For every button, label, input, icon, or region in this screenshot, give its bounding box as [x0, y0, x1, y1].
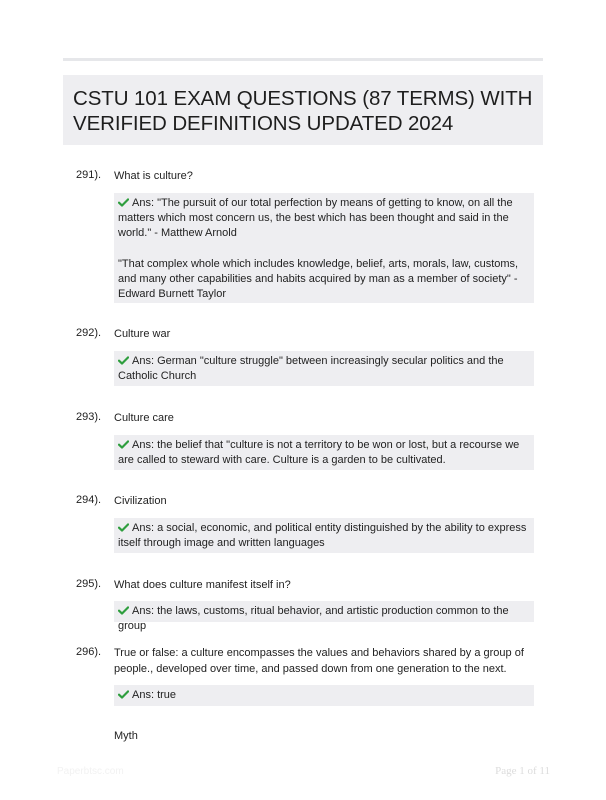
- answer-paragraph: [118, 604, 530, 634]
- question-text: Civilization: [114, 495, 167, 507]
- answer-text: Ans: true: [132, 689, 177, 701]
- answer-paragraph: [118, 196, 530, 242]
- check-icon: [118, 356, 129, 365]
- answer-box: [114, 685, 534, 706]
- footer-watermark: Paperbtsc.com: [57, 766, 124, 777]
- answer-paragraph: [118, 688, 530, 703]
- next-term-text: Myth: [114, 730, 138, 742]
- answer-paragraph: [118, 521, 530, 551]
- question-number: 293).: [76, 411, 102, 423]
- page-title: CSTU 101 EXAM QUESTIONS (87 TERMS) WITH VERIFIED DEFINITIONS UPDATED 2024: [73, 87, 533, 135]
- answer-text: Ans: a social, economic, and political entity distinguished by the ability to express itself through image and written languages: [118, 522, 527, 550]
- question-number: 294).: [76, 494, 102, 506]
- top-divider: [63, 58, 543, 61]
- answer-paragraph: [118, 257, 530, 303]
- page-indicator: Page 1 of 11: [495, 765, 550, 777]
- question-number: 292).: [76, 327, 102, 339]
- question-number: 296).: [76, 646, 102, 658]
- title-banner: [63, 75, 543, 145]
- question-text: Culture care: [114, 412, 174, 424]
- answer-text: "That complex whole which includes knowledge, belief, arts, morals, law, customs, and many other capabilities and habits acquired by man as a member of society" - Edward Burnett Taylor: [118, 257, 519, 301]
- question-number: 295).: [76, 578, 102, 590]
- check-icon: [118, 606, 129, 615]
- answer-text: Ans: "The pursuit of our total perfection by means of getting to know, on all the matters which most concern us, the best which has been thought and said in the world." - Matthew Arnold: [118, 197, 513, 240]
- question-text: Culture war: [114, 328, 171, 340]
- question-text: What does culture manifest itself in?: [114, 579, 291, 591]
- answer-paragraph: [118, 438, 530, 468]
- question-text: True or false: a culture encompasses the values and behaviors shared by a group of people., developed over time, and passed down from one generation to the next.: [114, 647, 524, 675]
- answer-paragraph: [118, 354, 530, 384]
- check-icon: [118, 523, 129, 532]
- answer-box: [114, 435, 534, 470]
- answer-text: Ans: the belief that "culture is not a territory to be won or lost, but a recourse we are called to steward with care. Culture is a garden to be cultivated.: [118, 439, 520, 467]
- check-icon: [118, 440, 129, 449]
- check-icon: [118, 690, 129, 699]
- answer-box: [114, 601, 534, 633]
- answer-text: Ans: the laws, customs, ritual behavior, and artistic production common to the group: [118, 605, 509, 633]
- answer-box: [114, 518, 534, 553]
- answer-box: [114, 193, 534, 303]
- question-text: What is culture?: [114, 170, 193, 182]
- check-icon: [118, 198, 129, 207]
- answer-box: [114, 351, 534, 386]
- answer-text: Ans: German "culture struggle" between increasingly secular politics and the Catholic Church: [118, 355, 504, 383]
- question-number: 291).: [76, 169, 102, 181]
